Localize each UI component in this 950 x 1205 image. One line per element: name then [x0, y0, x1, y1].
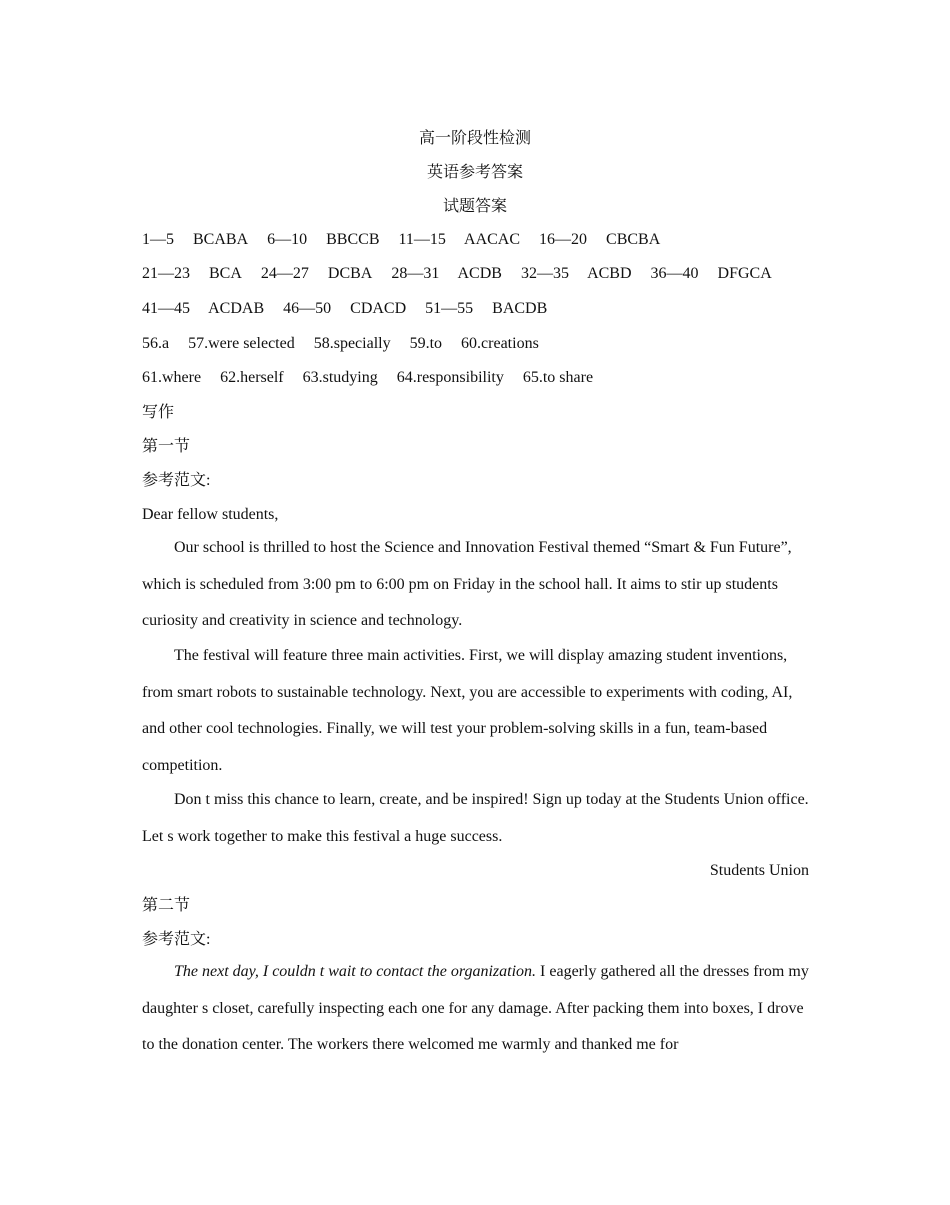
answer-item: 63.studying [302, 369, 378, 386]
answer-range: 28—31 [391, 265, 440, 282]
answer-key: DCBA [327, 265, 373, 282]
answer-item: 60.creations [461, 335, 539, 352]
answer-row-4 [142, 334, 539, 354]
answer-item: 59.to [409, 335, 443, 352]
answer-key: DFGCA [717, 265, 772, 282]
part1-paragraph-1: Our school is thrilled to host the Science and Innovation Festival themed “Smart & Fun Future”, which is scheduled from 3:00 pm to 6:00 pm on Friday in the school hall. It aims to stir up students curiosity and creativity in science and technology. [142, 539, 792, 630]
answer-key: ACBD [587, 265, 632, 282]
part1-heading: 第一节 [142, 438, 191, 455]
answer-item: 65.to share [522, 369, 594, 386]
part1-label: 参考范文: [142, 472, 211, 489]
answer-key: CDACD [350, 300, 407, 317]
answer-item: 64.responsibility [396, 369, 504, 386]
answer-range: 6—10 [267, 231, 308, 248]
part1-salutation: Dear fellow students, [142, 506, 279, 523]
answer-key: AACAC [464, 231, 521, 248]
answer-item: 61.where [142, 369, 202, 386]
answer-key: ACDB [457, 265, 502, 282]
answer-range: 16—20 [539, 231, 588, 248]
answer-key: CBCBA [606, 231, 661, 248]
answer-range: 41—45 [142, 300, 190, 317]
answer-row-3 [142, 299, 547, 319]
answer-range: 1—5 [142, 231, 174, 248]
document-subtitle: 英语参考答案 [426, 164, 523, 181]
answer-item: 62.herself [220, 369, 284, 386]
answer-key: BCABA [193, 231, 249, 248]
answer-row-2 [142, 264, 772, 284]
answer-key: BBCCB [326, 231, 380, 248]
answer-key: BACDB [492, 300, 548, 317]
answer-range: 32—35 [520, 265, 569, 282]
part2-paragraph-text: I eagerly gathered all the dresses from my daughter s closet, carefully inspecting each one for any damage. After packing them into boxes, I drove to the donation center. The workers there welcomed me warmly and thanked me for [142, 963, 809, 1054]
answer-row-1 [142, 230, 660, 250]
document-title: 高一阶段性检测 [418, 130, 531, 147]
answer-range: 21—23 [142, 265, 190, 282]
part2-lead-sentence: The next day, I couldn t wait to contact the organization. [174, 963, 537, 980]
part2-heading: 第二节 [142, 897, 191, 914]
answers-heading: 试题答案 [442, 198, 507, 215]
answer-key: BCA [209, 265, 242, 282]
part1-paragraph-3: Don t miss this chance to learn, create, and be inspired! Sign up today at the Students Union office. Let s work together to make this festival a huge success. [142, 791, 809, 845]
part1-paragraph-2: The festival will feature three main activities. First, we will display amazing student inventions, from smart robots to sustainable technology. Next, you are accessible to experiments with coding, AI, and other cool technologies. Finally, we will test your problem-solving skills in a fun, team-based competition. [142, 647, 793, 774]
answer-range: 24—27 [260, 265, 309, 282]
answer-range: 11—15 [398, 231, 446, 248]
answer-item: 58.specially [313, 335, 391, 352]
answer-range: 51—55 [425, 300, 474, 317]
part2-paragraph [142, 954, 810, 1064]
answer-row-5 [142, 368, 593, 388]
answer-item: 56.a [142, 335, 170, 352]
answer-range: 46—50 [283, 300, 332, 317]
answer-key: ACDAB [208, 300, 265, 317]
part2-label: 参考范文: [142, 931, 211, 948]
answer-range: 36—40 [650, 265, 699, 282]
part1-signature: Students Union [709, 862, 809, 879]
answer-item: 57.were selected [188, 335, 295, 352]
writing-heading: 写作 [142, 404, 175, 421]
